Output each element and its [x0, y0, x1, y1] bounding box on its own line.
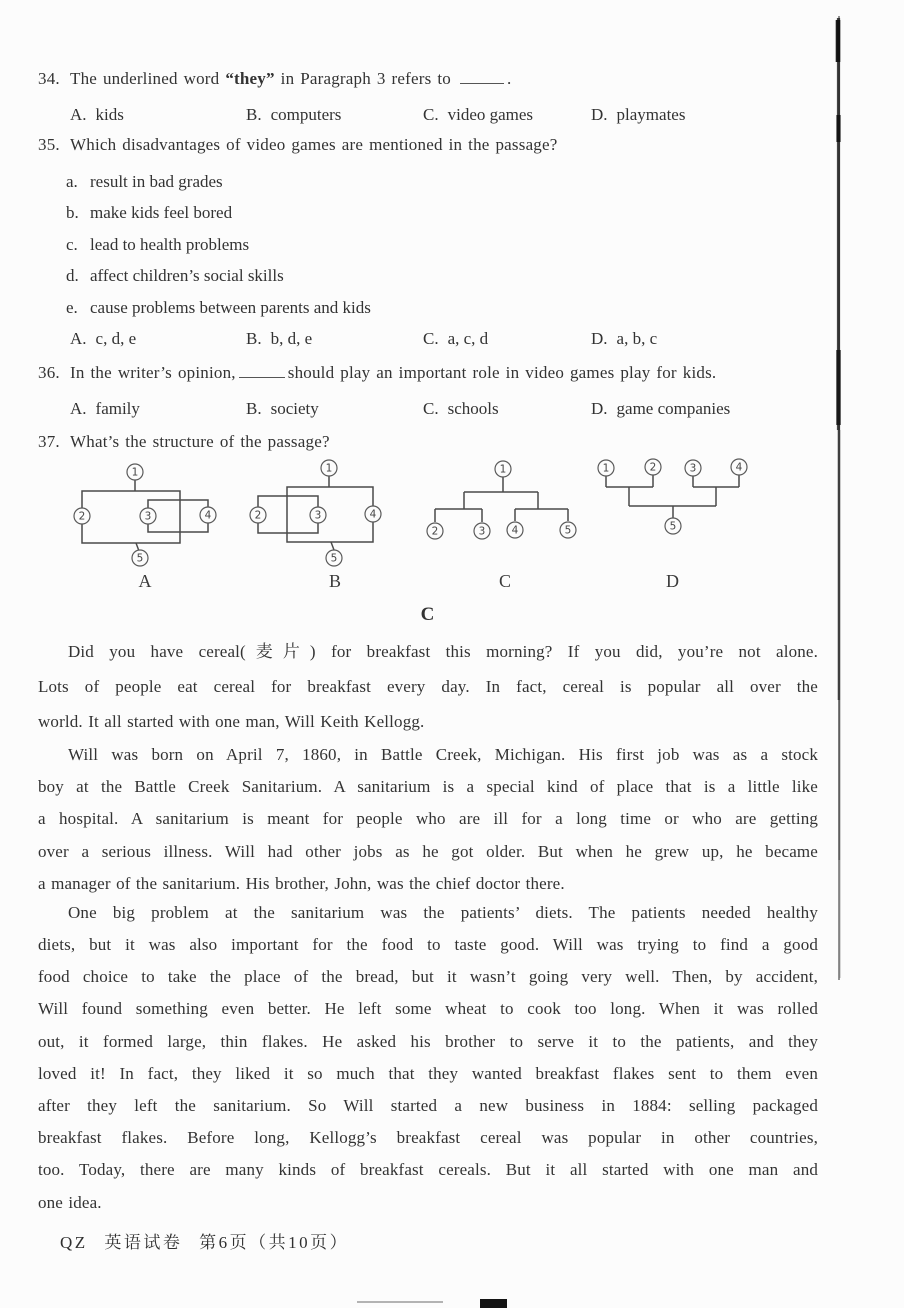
option-text: family: [95, 398, 140, 418]
option: [423, 104, 591, 126]
option-label: B.: [246, 328, 262, 348]
scan-line-strokes: [838, 16, 840, 980]
passage-line: loved it! In fact, they liked it so much that they wanted breakfast flakes sent to them even: [38, 1063, 818, 1083]
subitem: [66, 297, 818, 319]
option-label: D.: [591, 105, 608, 124]
structure-diagrams: [38, 459, 818, 589]
question-35-options: [70, 328, 818, 350]
passage-line: boy at the Battle Creek Sanitarium. A sanitarium is a special kind of place that is a little like: [38, 777, 818, 797]
passage-line: Will found something even better. He left some wheat to cook too long. When it was rolled: [38, 999, 818, 1019]
diagram-c-node-4: 4: [511, 524, 519, 537]
diagram-a-node-4: 4: [204, 509, 212, 522]
structure-diagram-d: [585, 459, 760, 592]
option-text: video games: [447, 105, 534, 124]
diagram-b-label: B: [328, 570, 341, 591]
option: [246, 398, 423, 420]
passage-line: world. It all started with one man, Will Keith Kellogg.: [38, 711, 425, 731]
option: [423, 328, 591, 350]
question-34-period: .: [506, 69, 512, 88]
passage-line: after they left the sanitarium. So Will started a new business in 1884: selling packaged: [38, 1096, 818, 1116]
page-content: [38, 0, 818, 1254]
option-label: C.: [423, 328, 439, 348]
diagram-c-nodes: [427, 461, 576, 539]
subitem-text: cause problems between parents and kids: [90, 297, 371, 317]
diagram-b-graphic: [250, 459, 420, 564]
option-text: society: [270, 398, 319, 418]
diagram-c-graphic: [420, 459, 590, 564]
diagram-b-nodes: [250, 460, 381, 566]
passage-line: one idea.: [38, 1192, 102, 1212]
question-34-number: 34.: [38, 69, 60, 88]
option: [70, 398, 246, 420]
question-34-options: [70, 104, 818, 126]
question-34-text: [70, 68, 818, 90]
question-34-bold-word: “they”: [225, 69, 275, 88]
passage-line: out, it formed large, thin flakes. He asked his brother to serve it to the patients, and they: [38, 1031, 818, 1051]
question-34-text-after: in Paragraph 3 refers to: [274, 69, 457, 88]
diagram-c-node-2: 2: [431, 525, 439, 538]
passage-line: breakfast flakes. Before long, Kellogg’s breakfast cereal was popular in other countries,: [38, 1128, 818, 1148]
diagram-a-label: A: [138, 570, 152, 591]
question-34-text-before: The underlined word: [70, 69, 226, 88]
diagram-c-label: C: [498, 570, 511, 591]
question-37-text: What’s the structure of the passage?: [70, 431, 330, 451]
option-text: b, d, e: [270, 328, 313, 348]
option-text: schools: [447, 398, 499, 418]
subitem: [66, 234, 818, 256]
question-35-text: Which disadvantages of video games are mentioned in the passage?: [70, 135, 558, 154]
passage-line: a manager of the sanitarium. His brother, John, was the chief doctor there.: [38, 873, 565, 893]
page-footer: QZ 英语试卷 第6页（共10页）: [60, 1232, 350, 1252]
option-text: computers: [270, 105, 342, 124]
passage-paragraph-2: [38, 739, 818, 900]
diagram-b-node-4: 4: [369, 508, 377, 521]
diagram-b-node-5: 5: [330, 552, 338, 565]
subitem-label: d.: [66, 266, 79, 286]
diagram-a-graphic: [60, 459, 230, 564]
passage-line: too. Today, there are many kinds of breakfast cereals. But it all started with one man and: [38, 1160, 818, 1180]
option-label: B.: [246, 398, 262, 418]
diagram-d-node-4: 4: [735, 461, 743, 474]
question-36-text-after: should play an important role in video games play for kids.: [287, 362, 717, 382]
structure-diagram-a: [60, 459, 230, 592]
diagram-c-node-5: 5: [564, 524, 572, 537]
question-35-subitems: [38, 171, 818, 319]
option-text: a, b, c: [616, 328, 658, 348]
subitem-label: c.: [66, 234, 78, 254]
option-label: C.: [423, 105, 439, 124]
diagram-d-graphic: [585, 459, 760, 564]
option-text: a, c, d: [447, 328, 489, 348]
passage-line: food choice to take the place of the bread, but it wasn’t going very well. Then, by accident,: [38, 967, 818, 987]
diagram-a-nodes: [74, 464, 216, 566]
question-36: [38, 362, 818, 384]
diagram-d-label: D: [666, 570, 679, 591]
question-36-options: [70, 398, 818, 420]
diagram-d-node-1: 1: [602, 462, 610, 475]
subitem: [66, 265, 818, 287]
option-label: A.: [70, 328, 87, 348]
diagram-c-connectors: [435, 477, 568, 522]
question-37-number: 37.: [38, 431, 60, 451]
structure-diagram-b: [250, 459, 420, 592]
option-label: D.: [591, 398, 608, 418]
diagram-b-node-3: 3: [314, 509, 322, 522]
passage-paragraph-1: [38, 634, 818, 739]
diagram-d-connectors: [606, 475, 739, 518]
subitem: [66, 171, 818, 193]
diagram-d-node-2: 2: [649, 461, 657, 474]
question-36-text-before: In the writer’s opinion,: [70, 362, 236, 382]
scan-artifact-bottom-mark: [480, 1299, 507, 1308]
option-label: A.: [70, 398, 87, 418]
subitem-text: affect children’s social skills: [90, 266, 284, 286]
option: [70, 328, 246, 350]
diagram-b-node-1: 1: [325, 462, 333, 475]
option-label: C.: [423, 398, 439, 418]
option: [246, 328, 423, 350]
subitem-text: lead to health problems: [90, 234, 250, 254]
option: [591, 104, 818, 126]
passage-line: Lots of people eat cereal for breakfast every day. In fact, cereal is popular all over the: [38, 676, 818, 696]
option-text: playmates: [616, 105, 686, 124]
option-label: D.: [591, 328, 608, 348]
answer-blank: [239, 364, 285, 378]
option: [423, 398, 591, 420]
question-36-number: 36.: [38, 362, 60, 382]
diagram-c-node-3: 3: [478, 525, 486, 538]
diagram-b-node-2: 2: [254, 509, 262, 522]
option: [591, 328, 818, 350]
diagram-d-node-3: 3: [689, 462, 697, 475]
passage-section-heading: C: [420, 603, 436, 625]
structure-diagram-c: [420, 459, 590, 592]
diagram-d-node-5: 5: [669, 520, 677, 533]
option-text: game companies: [616, 398, 731, 418]
passage-paragraph-3: [38, 897, 818, 1219]
diagram-d-nodes: [598, 459, 747, 534]
subitem-text: result in bad grades: [90, 172, 223, 191]
option-text: kids: [95, 105, 124, 124]
passage-line: Will was born on April 7, 1860, in Battle Creek, Michigan. His first job was as a stock: [68, 744, 818, 764]
diagram-a-node-5: 5: [136, 552, 144, 565]
subitem-label: a.: [66, 172, 78, 191]
question-34: [38, 68, 818, 90]
passage-line: a hospital. A sanitarium is meant for people who are ill for a long time or who are getting: [38, 809, 818, 829]
question-35-number: 35.: [38, 135, 60, 154]
scan-artifact-bottom-faint-line: [357, 1301, 443, 1303]
scan-artifact-vertical-line: [833, 0, 845, 1308]
passage-line: Did you have cereal(麦片) for breakfast this morning? If you did, you’re not alone.: [68, 641, 818, 661]
diagram-c-node-1: 1: [499, 463, 507, 476]
subitem: [66, 202, 818, 224]
subitem-text: make kids feel bored: [90, 203, 233, 223]
passage-line: diets, but it was also important for the food to taste good. Will was trying to find a good: [38, 935, 818, 955]
option-text: c, d, e: [95, 328, 137, 348]
diagram-a-node-2: 2: [78, 510, 86, 523]
answer-blank: [460, 70, 504, 84]
passage-line: over a serious illness. Will had other jobs as he got older. But when he grew up, he became: [38, 841, 818, 861]
question-36-text: [70, 362, 818, 384]
subitem-label: b.: [66, 203, 79, 223]
passage-line: One big problem at the sanitarium was the patients’ diets. The patients needed healthy: [68, 902, 818, 922]
option: [591, 398, 818, 420]
diagram-a-node-3: 3: [144, 510, 152, 523]
option-label: A.: [70, 105, 87, 124]
subitem-label: e.: [66, 297, 78, 317]
option: [246, 104, 423, 126]
option: [70, 104, 246, 126]
question-35: [38, 134, 818, 156]
option-label: B.: [246, 105, 262, 124]
diagram-a-node-1: 1: [131, 466, 139, 479]
question-37: [38, 431, 818, 453]
